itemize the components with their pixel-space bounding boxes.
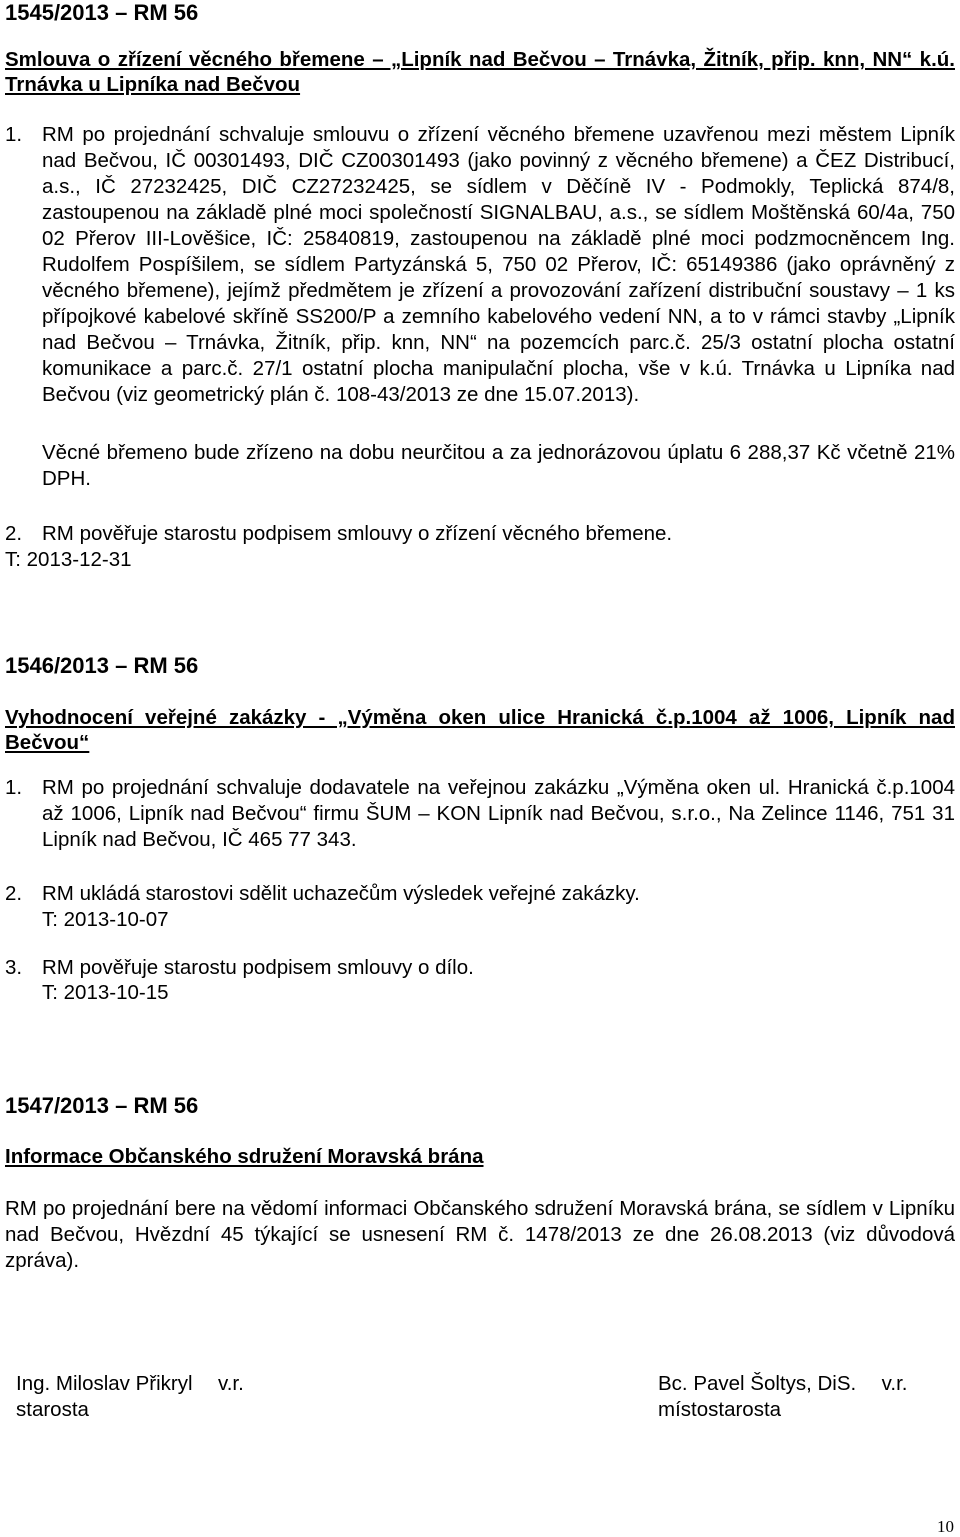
resolution-text-1547: RM po projednání bere na vědomí informaci Občanského sdružení Moravská brána, se sídlem v Lipníku nad Bečvou, Hvězdní 45 týkající se usnesení RM č. 1478/2013 ze dne 26.08.2013 (viz důvodová zpráva).: [5, 1197, 955, 1272]
item-deadline: T: 2013-10-15: [42, 981, 169, 1004]
signatory-role: místostarosta: [658, 1398, 782, 1421]
item-text: RM pověřuje starostu podpisem smlouvy o dílo.: [42, 956, 474, 979]
item-text: RM pověřuje starostu podpisem smlouvy o zřízení věcného břemene.: [42, 522, 673, 545]
resolution-title-1545: Smlouva o zřízení věcného břemene – „Lipník nad Bečvou – Trnávka, Žitník, přip. knn, NN“ k.ú. Trnávka u Lipníka nad Bečvou: [5, 48, 955, 96]
signatory-name: Bc. Pavel Šoltys, DiS.: [658, 1372, 857, 1395]
resolution-heading-1545: 1545/2013 – RM 56: [5, 0, 199, 25]
signatory-suffix: v.r.: [217, 1372, 244, 1395]
item-text: RM po projednání schvaluje dodavatele na veřejnou zakázku „Výměna oken ul. Hranická č.p.1004 až 1006, Lipník nad Bečvou“ firmu ŠUM – KON Lipník nad Bečvou, s.r.o., Na Zelince 1146, 751 31 Lipník nad Bečvou, IČ 465 77 343.: [42, 776, 955, 851]
signature-right: [658, 1371, 907, 1423]
resolution-heading-1546: 1546/2013 – RM 56: [5, 653, 199, 678]
item-text: RM ukládá starostovi sdělit uchazečům výsledek veřejné zakázky.: [42, 882, 640, 905]
item-number: 2.: [5, 882, 23, 905]
page-number: 10: [937, 1517, 954, 1536]
item-number: 2.: [5, 522, 23, 545]
item-deadline: T: 2013-10-07: [42, 908, 169, 931]
item-number: 1.: [5, 123, 23, 146]
signature-left: [16, 1371, 244, 1423]
item-number: 1.: [5, 776, 23, 799]
resolution-heading-1547: 1547/2013 – RM 56: [5, 1093, 199, 1118]
item-number: 3.: [5, 956, 23, 979]
item-text: RM po projednání schvaluje smlouvu o zřízení věcného břemene uzavřenou mezi městem Lipník nad Bečvou, IČ 00301493, DIČ CZ00301493 (jako povinný z věcného břemene) a ČEZ Distribucí, a.s., IČ 27232425, DIČ CZ27232425, se sídlem v Děčíně IV - Podmokly, Teplická 874/8, zastoupenou na základě plné moci společností SIGNALBAU, a.s., se sídlem Moštěnská 60/4a, 750 02 Přerov III-Lověšice, IČ: 25840819, zastoupenou na základě plné moci podzmocněncem Ing. Rudolfem Pospíšilem, se sídlem Partyzánská 5, 750 02 Přerov, IČ: 65149386 (jako oprávněný z věcného břemene), jejímž předmětem je zřízení a provozování zařízení distribuční soustavy – 1 ks přípojkové kabelové skříně SS200/P a zemního kabelového vedení NN, a to v rámci stavby „Lipník nad Bečvou – Trnávka, Žitník, přip. knn, NN“ na pozemcích parc.č. 25/3 ostatní plocha ostatní komunikace a parc.č. 27/1 ostatní plocha manipulační plocha, vše v k.ú. Trnávka u Lipníka nad Bečvou (viz geometrický plán č. 108-43/2013 ze dne 15.07.2013).: [42, 123, 955, 406]
signatory-name: Ing. Miloslav Přikryl: [16, 1372, 193, 1395]
item-deadline: T: 2013-12-31: [5, 548, 132, 571]
item-text-continued: Věcné břemeno bude zřízeno na dobu neurčitou a za jednorázovou úplatu 6 288,37 Kč včetně 21% DPH.: [42, 441, 955, 490]
resolution-title-1546: Vyhodnocení veřejné zakázky - „Výměna oken ulice Hranická č.p.1004 až 1006, Lipník nad Bečvou“: [5, 706, 955, 754]
signatory-suffix: v.r.: [881, 1372, 908, 1395]
signatory-role: starosta: [16, 1398, 89, 1421]
resolution-title-1547: Informace Občanského sdružení Moravská brána: [5, 1145, 484, 1168]
